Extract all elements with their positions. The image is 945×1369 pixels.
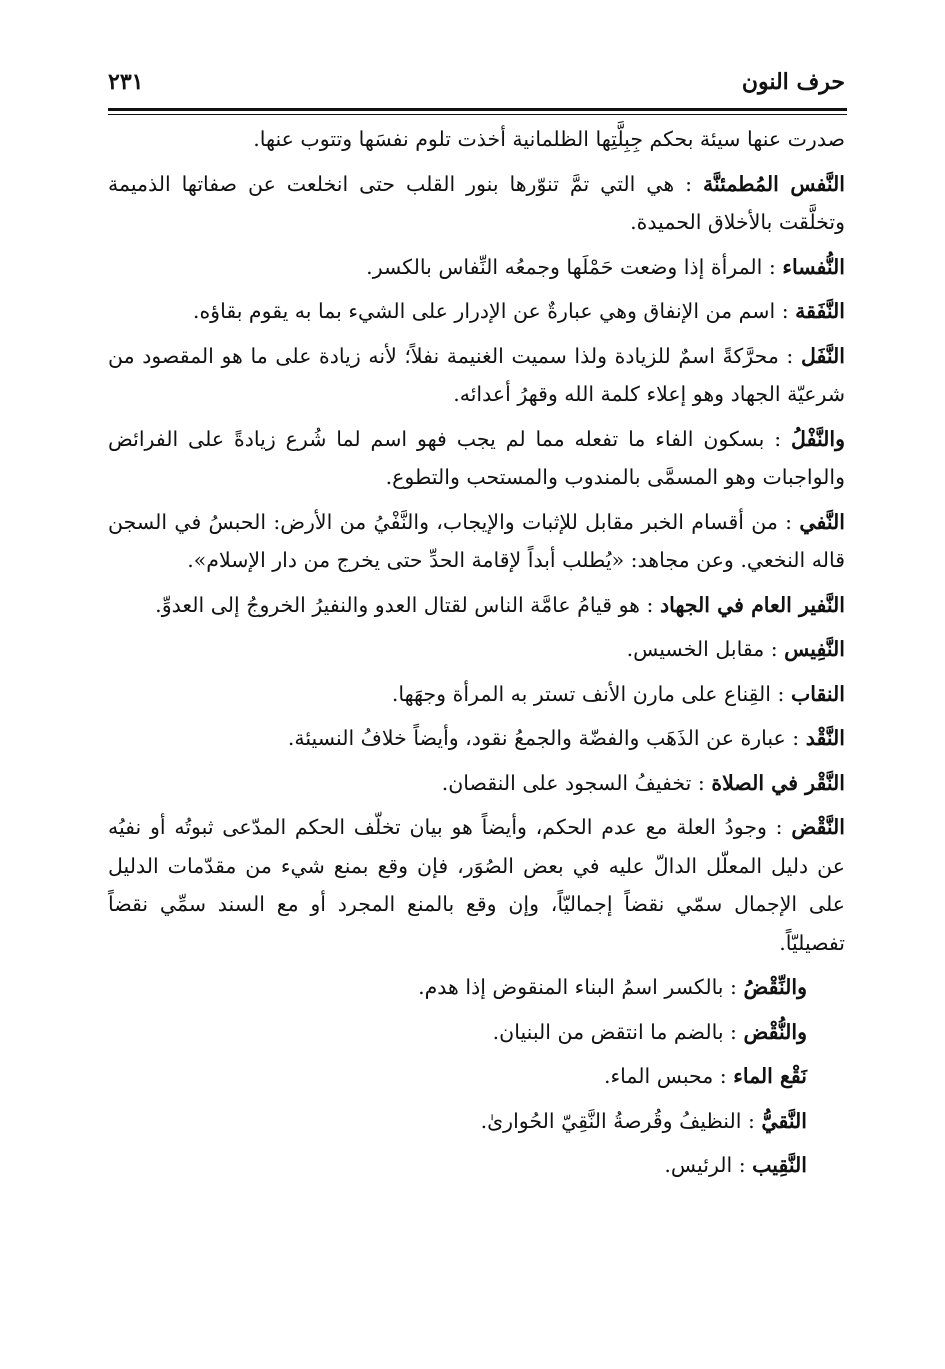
entry xyxy=(108,1013,845,1052)
entry-term: النَّقْد xyxy=(805,726,845,750)
entry-definition: : الرئيس. xyxy=(664,1153,746,1177)
entry-term: النُّفساء xyxy=(782,254,845,279)
entry xyxy=(108,292,845,331)
entry-definition: : بسكون الفاء ما تفعله مما لم يجب فهو اسم لما شُرع زيادةً على الفرائض والواجبات وهو المسمَّى بالمندوب والمستحب والتطوع. xyxy=(108,426,845,489)
entry-term: النَّقِيب xyxy=(752,1153,807,1177)
entry xyxy=(108,808,845,962)
page-body xyxy=(108,120,845,1191)
entry-term: والنَّفْلُ xyxy=(791,426,845,451)
entry-term: والنُّقْض xyxy=(743,1019,807,1044)
page-number: ٢٣١ xyxy=(108,69,144,95)
entry xyxy=(108,586,845,625)
entry xyxy=(108,968,845,1007)
entry-term: النقاب xyxy=(790,681,845,706)
entry-definition: : عبارة عن الذَهَب والفضّة والجمعُ نقود، وأيضاً خلافُ النسيئة. xyxy=(287,726,800,750)
entry-definition: : من أقسام الخبر مقابل للإثبات والإيجاب، والنَّفْيُ من الأرض: الحبسُ في السجن قاله النخعي. وعن مجاهد: «يُطلب أبداً لإقامة الحدِّ حتى يخرج من دار الإسلام». xyxy=(108,509,845,572)
entry xyxy=(108,1146,845,1185)
entry xyxy=(108,675,845,714)
entry-term: النَّفير العام في الجهاد xyxy=(659,592,845,617)
continuation-paragraph: صدرت عنها سيئة بحكم جِبِلَّتِها الظلمانية أخذت تلوم نفسَها وتتوب عنها. xyxy=(253,127,845,151)
chapter-title: حرف النون xyxy=(741,69,845,95)
entry-definition: : النظيفُ وقُرصةُ النَّقِيّ الحُوارىٰ. xyxy=(480,1108,755,1133)
entry-term: النَّقيُّ xyxy=(761,1108,807,1133)
entry xyxy=(108,248,845,287)
page-header xyxy=(108,62,845,102)
entry-definition: : هي التي تمَّ تنوّرها بنور القلب حتى انخلعت عن صفاتها الذميمة وتخلَّقت بالأخلاق الحميدة. xyxy=(108,171,845,234)
entry-definition: : بالكسر اسمُ البناء المنقوض إذا هدم. xyxy=(418,975,737,999)
entry-term: والنِّقْضُ xyxy=(743,975,807,999)
entry-term: النَّقْض xyxy=(791,815,845,839)
entry-term: نَقْع الماء xyxy=(733,1064,807,1088)
entry xyxy=(108,719,845,758)
entry-term: النَّقْر في الصلاة xyxy=(711,770,845,795)
entry xyxy=(108,1057,845,1096)
entry-term: النَّفِيس xyxy=(784,637,845,661)
entry-definition: : القِناع على مارن الأنف تستر به المرأة وجهَها. xyxy=(391,681,785,706)
entry xyxy=(108,337,845,414)
header-rule xyxy=(108,108,847,114)
entry xyxy=(108,165,845,242)
entry-term: النَّفَل xyxy=(800,343,845,368)
entry xyxy=(108,764,845,803)
entry-definition: : المرأة إذا وضعت حَمْلَها وجمعُه النِّفاس بالكسر. xyxy=(366,254,776,279)
entry-definition: : تخفيفُ السجود على النقصان. xyxy=(441,770,705,795)
entry-definition: : هو قيامُ عامَّة الناس لقتال العدو والنفيرُ الخروجُ إلى العدوِّ. xyxy=(155,592,654,617)
entry xyxy=(108,503,845,580)
entry xyxy=(108,630,845,669)
entry-term: النَّفَقة xyxy=(795,299,845,323)
entry-definition: : اسم من الإنفاق وهي عبارةٌ عن الإدرار على الشيء بما به يقوم بقاؤه. xyxy=(192,299,789,323)
entry-term: النَّفي xyxy=(799,509,845,534)
entry xyxy=(108,420,845,497)
entry xyxy=(108,1102,845,1141)
entry-definition: : مقابل الخسيس. xyxy=(626,637,778,661)
entry-definition: : محبس الماء. xyxy=(603,1064,727,1088)
entry-definition: : محرَّكةً اسمٌ للزيادة ولذا سميت الغنيمة نفلاً؛ لأنه زيادة على ما هو المقصود من شرعيّة الجهاد وهو إعلاء كلمة الله وقهرُ أعدائه. xyxy=(108,343,845,406)
entry-definition: : وجودُ العلة مع عدم الحكم، وأيضاً هو بيان تخلّف الحكم المدّعى ثبوتُه أو نفيُه عن دليل المعلّل الدالّ عليه في بعض الصُوَر، فإن وقع بمنع شيء من مقدّمات الدليل على الإجمال سمّي نقضاً إجماليّاً، وإن وقع بالمنع المجرد أو مع السند سمِّي نقضاً تفصيليّاً. xyxy=(108,815,845,955)
entry-definition: : بالضم ما انتقض من البنيان. xyxy=(492,1019,737,1044)
entry-term: النَّفس المُطمئنَّة xyxy=(702,171,845,196)
